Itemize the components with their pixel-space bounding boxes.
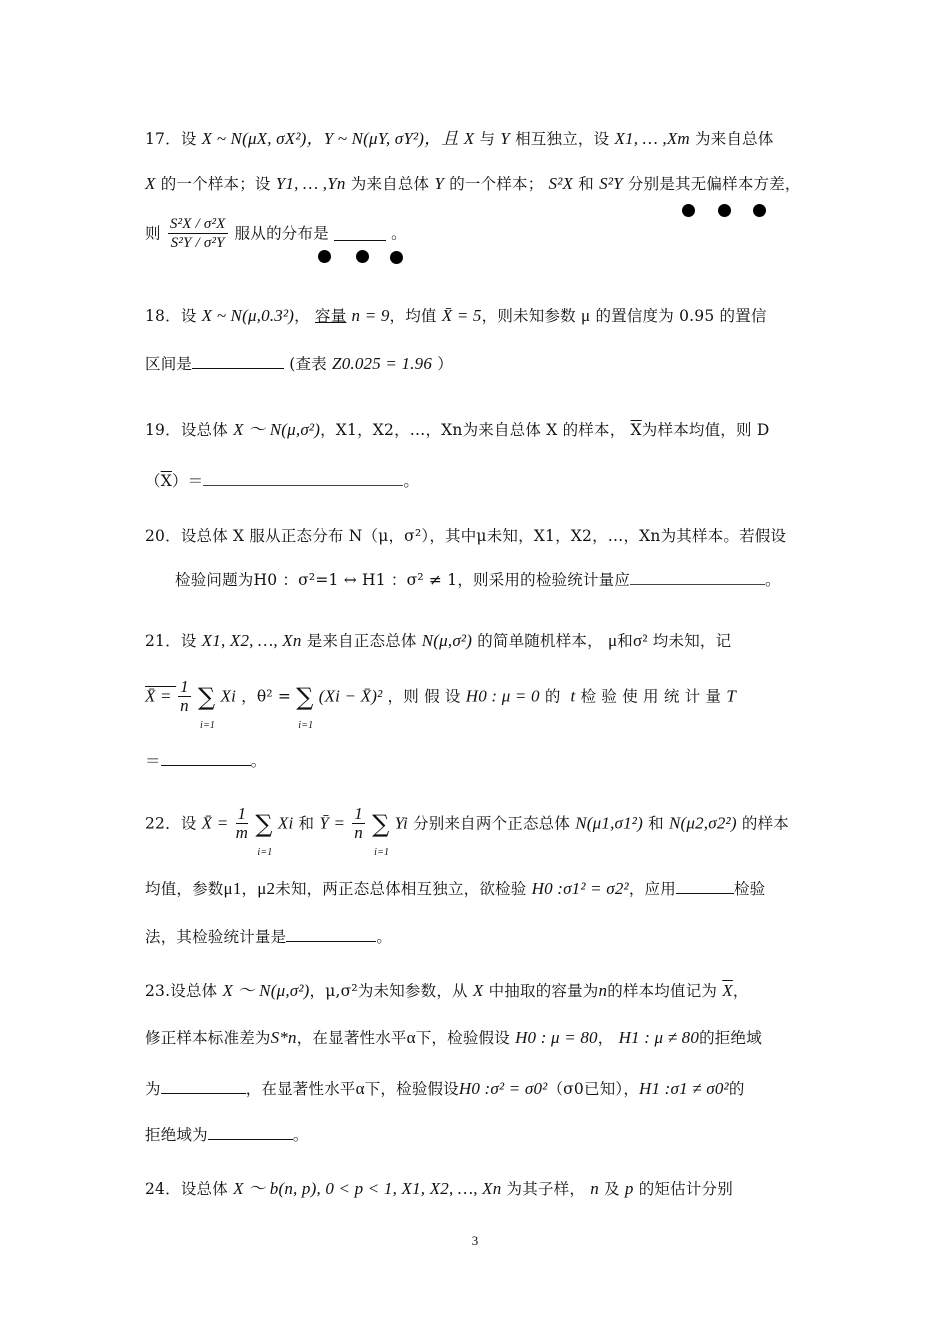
q17-and: 与 — [479, 130, 496, 148]
q22-dist1: N(μ1,σ1²) — [575, 813, 643, 833]
q17-then: 则 — [145, 224, 161, 243]
q18-line1 — [145, 305, 812, 327]
q21-text: 检 验 使 用 统 计 量 — [580, 687, 722, 706]
q22-text: 的样本 — [741, 814, 789, 833]
q22-end: 。 — [376, 928, 393, 946]
q23-h1: H1 : μ ≠ 80 — [618, 1028, 700, 1047]
q20-text: ，则采用的检验统计量应 — [457, 571, 631, 589]
q23-h0b: H0 :σ² = σ0² — [458, 1079, 548, 1098]
q24-n: n — [590, 1179, 599, 1198]
q21-line1 — [145, 630, 812, 652]
q17-number: 17．设 — [145, 130, 197, 148]
decorative-dot — [682, 204, 695, 217]
q18-line2 — [145, 353, 812, 375]
q18-mean: X̄ = 5 — [441, 306, 482, 325]
q22-fraction-numerator: 1 — [354, 804, 363, 823]
q17-text: 的一个样本；设 — [160, 175, 271, 193]
q23-line2 — [145, 1027, 812, 1049]
q20-hypothesis: H0 ：σ²=1 ↔ H1 ：σ² ≠ 1 — [253, 571, 458, 589]
q23-text: 为未知参数，从 — [357, 982, 468, 1000]
q21-sum-limit: i=1 — [200, 719, 216, 731]
q22-sum-2: ∑ i=1 — [372, 812, 389, 835]
q24-p: p — [624, 1179, 634, 1198]
page-number: 3 — [471, 1233, 479, 1248]
q21-theta-expr: (Xi − X̄)² — [318, 686, 383, 706]
q22-dist2: N(μ2,σ2²) — [668, 813, 737, 833]
q17-text: 为来自总体 — [350, 175, 430, 193]
q23-answer-blank-2[interactable] — [208, 1125, 293, 1140]
q22-mu2: μ2 — [257, 879, 276, 898]
q23-line4 — [145, 1124, 812, 1146]
q17-ratio — [168, 215, 228, 252]
q21-text: 的简单随机样本， — [477, 632, 603, 650]
q17-sy: S²Y — [599, 174, 623, 193]
q22-fraction-denominator: n — [354, 823, 363, 842]
q21-line3 — [145, 750, 812, 772]
q21-end: 。 — [250, 752, 267, 770]
decorative-dot — [718, 204, 731, 217]
q22-text: 均值，参数 — [145, 880, 224, 898]
q24-and: 及 — [604, 1180, 620, 1198]
q22-xbar: X̄ = — [201, 813, 229, 833]
q20-end: 。 — [765, 571, 781, 589]
q21-text: ，则 假 设 — [387, 687, 461, 706]
q18-text: 的置信度为 0.95 的置信 — [595, 307, 767, 325]
q17-answer-blank[interactable] — [334, 226, 386, 241]
decorative-dot — [356, 250, 369, 263]
q21-fraction-denominator: n — [180, 696, 189, 715]
q22-fraction-1 — [236, 805, 249, 842]
q23-text: ，在显著性水平 — [245, 1080, 356, 1098]
q19-distribution: X ～ N(μ,σ²) — [233, 420, 321, 439]
q21-t: t — [570, 686, 576, 706]
q23-text: 修正样本标准差为 — [145, 1029, 271, 1047]
q22-text: 未知，两正态总体相互独立，欲检验 — [275, 880, 527, 898]
q21-number: 21．设 — [145, 632, 197, 650]
q23-text: （σ0已知）， — [547, 1080, 640, 1098]
q18-distribution: X ~ N(μ,0.3²) — [201, 306, 295, 325]
q19-xbar: $\overline{X}$ — [630, 421, 642, 439]
q23-text: 为 — [145, 1080, 161, 1098]
q22-and: 和 — [648, 814, 664, 833]
q21-fraction — [178, 678, 191, 715]
q17-y-samples: Y1, … ,Yn — [275, 174, 346, 193]
q23-text: 的 — [728, 1080, 745, 1098]
q22-fraction-denominator: m — [235, 823, 249, 842]
q17-and: 和 — [578, 175, 594, 193]
q19-number: 19．设总体 — [145, 421, 228, 439]
q18-n: n = 9 — [351, 306, 390, 325]
q21-theta: ，θ² = — [241, 687, 297, 706]
q22-hypothesis: H0 :σ1² = σ2² — [531, 879, 629, 898]
q17-ratio-denominator: S²Y / σ²Y — [170, 235, 225, 251]
q21-fraction-numerator: 1 — [180, 677, 189, 696]
q23-text: 下，检验假设 — [415, 1029, 510, 1047]
q22-x-i: Xi — [277, 813, 294, 833]
q23-text: ，在显著性水平 — [296, 1029, 407, 1047]
q18-mean-label: ，均值 — [389, 307, 437, 325]
q17-pop-x: X — [145, 174, 156, 193]
q23-text: 的拒绝域 — [699, 1029, 762, 1047]
q24-text: 的矩估计分别 — [638, 1180, 733, 1198]
q21-distribution: N(μ,σ²) — [421, 631, 473, 650]
q24-distribution: X ～ b(n, p), 0 < p < 1, X1, X2, …, Xn — [233, 1179, 502, 1198]
q22-text: 法，其检验统计量是 — [145, 928, 287, 946]
q21-xbar-def: X̄ = — [145, 686, 177, 706]
q23-answer-blank-1[interactable] — [161, 1079, 246, 1094]
q18-answer-blank[interactable] — [192, 354, 284, 369]
q17-line1 — [145, 128, 812, 150]
q22-text: 检验 — [733, 880, 766, 898]
q21-line2 — [145, 677, 812, 731]
q23-alpha: α — [406, 1028, 416, 1047]
q22-line1 — [145, 804, 812, 858]
q17-end: 。 — [391, 224, 407, 243]
q20-line2 — [175, 569, 812, 591]
q20-line1 — [145, 525, 812, 547]
q22-sum-1: ∑ i=1 — [255, 812, 272, 835]
q17-ratio-numerator: S²X / σ²X — [169, 216, 226, 232]
q22-fraction-numerator: 1 — [237, 804, 247, 823]
q23-text: 的样本均值记为 — [607, 982, 718, 1000]
q21-answer-blank[interactable] — [161, 751, 251, 766]
q24-line1 — [145, 1178, 812, 1200]
q22-fraction-2 — [352, 805, 365, 842]
q22-y-i: Yi — [394, 813, 408, 833]
q19-equals: ）＝ — [171, 472, 204, 490]
q18-capacity: 容量 — [315, 307, 347, 325]
q21-text: 的 — [544, 687, 566, 706]
q23-alpha: α — [355, 1079, 365, 1098]
q23-end: 。 — [292, 1126, 309, 1144]
q22-ybar: Ȳ = — [319, 813, 346, 833]
q17-pop-y: Y — [434, 174, 445, 193]
q22-sum-limit: i=1 — [374, 846, 390, 858]
q22-sep: ， — [241, 880, 258, 898]
q20-text: 20．设总体 X 服从正态分布 N（μ，σ²），其中μ未知，X1，X2，…，Xn为其样本。若假设 — [145, 527, 787, 545]
q19-open: （ — [145, 472, 161, 490]
q22-line2 — [145, 878, 812, 900]
q17-text: 服从的分布是 — [234, 224, 329, 243]
q23-h0: H0 : μ = 80 — [515, 1028, 598, 1047]
decorative-dot — [753, 204, 766, 217]
q24-text: 为其子样， — [506, 1180, 586, 1198]
q18-text: ，则未知参数 — [481, 307, 576, 325]
q19-text: 为样本均值，则 D — [641, 421, 770, 439]
q17-x-samples: X1, … ,Xm — [614, 129, 690, 148]
q22-and: 和 — [298, 814, 315, 833]
q17-var-y: Y — [500, 129, 510, 148]
q17-independent: 相互独立，设 — [515, 130, 610, 148]
q23-xbar: $\overline{X}$ — [722, 981, 733, 1000]
q22-test-blank[interactable] — [676, 879, 734, 894]
q24-number: 24．设总体 — [145, 1180, 228, 1198]
q21-text: 均未知，记 — [652, 632, 732, 650]
q17-sx: S²X — [548, 174, 574, 193]
q17-line2 — [145, 173, 812, 195]
q18-close: ） — [437, 355, 453, 373]
q21-sum-limit: i=1 — [298, 719, 314, 731]
q23-h1b: H1 :σ1 ≠ σ0² — [639, 1079, 729, 1098]
q22-number: 22．设 — [145, 814, 197, 833]
q17-from-population: 为来自总体 — [695, 130, 774, 148]
q19-line1 — [145, 419, 812, 441]
q23-text: 下，检验假设 — [364, 1080, 459, 1098]
q17-line3 — [145, 215, 812, 252]
q22-line3 — [145, 926, 812, 948]
q23-params: ，μ,σ² — [309, 982, 358, 1000]
q18-interval-label: 区间是 — [145, 355, 193, 373]
q17-text: 分别是其无偏样本方差， — [627, 175, 801, 193]
q23-x: X — [472, 981, 484, 1000]
q22-mu1: μ1 — [223, 879, 242, 898]
q21-sum-var: Xi — [220, 686, 236, 706]
q19-end: 。 — [403, 472, 420, 490]
q17-distributions: X ~ N(μX, σX²)，Y ~ N(μY, σY²)，且 — [201, 129, 459, 148]
q19-text: 为来自总体 X 的样本， — [462, 421, 626, 439]
q21-samples: X1, X2, …, Xn — [201, 631, 302, 650]
q19-xbar: $\overline{X}$ — [160, 472, 172, 490]
q17-text: 的一个样本； — [449, 175, 544, 193]
q23-line3 — [145, 1078, 812, 1100]
q21-text: 是来自正态总体 — [306, 632, 417, 650]
decorative-dot — [390, 251, 403, 264]
q23-comma: ， — [597, 1029, 614, 1047]
q21-hypothesis: H0 : μ = 0 — [465, 686, 540, 706]
q19-answer-blank[interactable] — [203, 471, 403, 486]
q19-line2 — [145, 470, 812, 492]
q21-equals: ＝ — [145, 752, 161, 770]
decorative-dot — [318, 250, 331, 263]
q23-line1 — [145, 980, 812, 1002]
q19-samples: ，X1，X2，…，Xn — [320, 421, 463, 439]
q21-sum: ∑ i=1 — [198, 685, 215, 708]
q23-text: 拒绝域为 — [145, 1126, 208, 1144]
q18-number: 18．设 — [145, 307, 197, 325]
q23-sn: S*n — [270, 1028, 297, 1047]
q23-text: 中抽取的容量为 — [488, 982, 599, 1000]
q23-n: n — [598, 981, 608, 1000]
q21-sigma: σ² — [632, 631, 648, 650]
q21-mu: μ — [607, 631, 618, 650]
q17-var-x: X — [463, 129, 475, 148]
q23-comma: ， — [732, 982, 749, 1000]
q21-and: 和 — [617, 632, 633, 650]
q18-z-value: Z0.025 = 1.96 — [332, 354, 433, 373]
q22-text: 分别来自两个正态总体 — [413, 814, 571, 833]
q18-mu: μ — [580, 306, 591, 325]
q23-distribution: X ～ N(μ,σ²) — [222, 981, 310, 1000]
q18-table-lookup: (查表 — [289, 355, 327, 373]
q23-number: 23.设总体 — [145, 982, 218, 1000]
q21-T: T — [726, 686, 737, 706]
q20-answer-blank[interactable] — [630, 570, 765, 585]
q18-comma: ， — [294, 307, 310, 325]
q22-sum-limit: i=1 — [257, 846, 273, 858]
q21-sum2: ∑ i=1 — [296, 685, 313, 708]
q22-answer-blank[interactable] — [286, 927, 376, 942]
q20-text: 检验问题为 — [175, 571, 254, 589]
q22-text: ，应用 — [628, 880, 676, 898]
